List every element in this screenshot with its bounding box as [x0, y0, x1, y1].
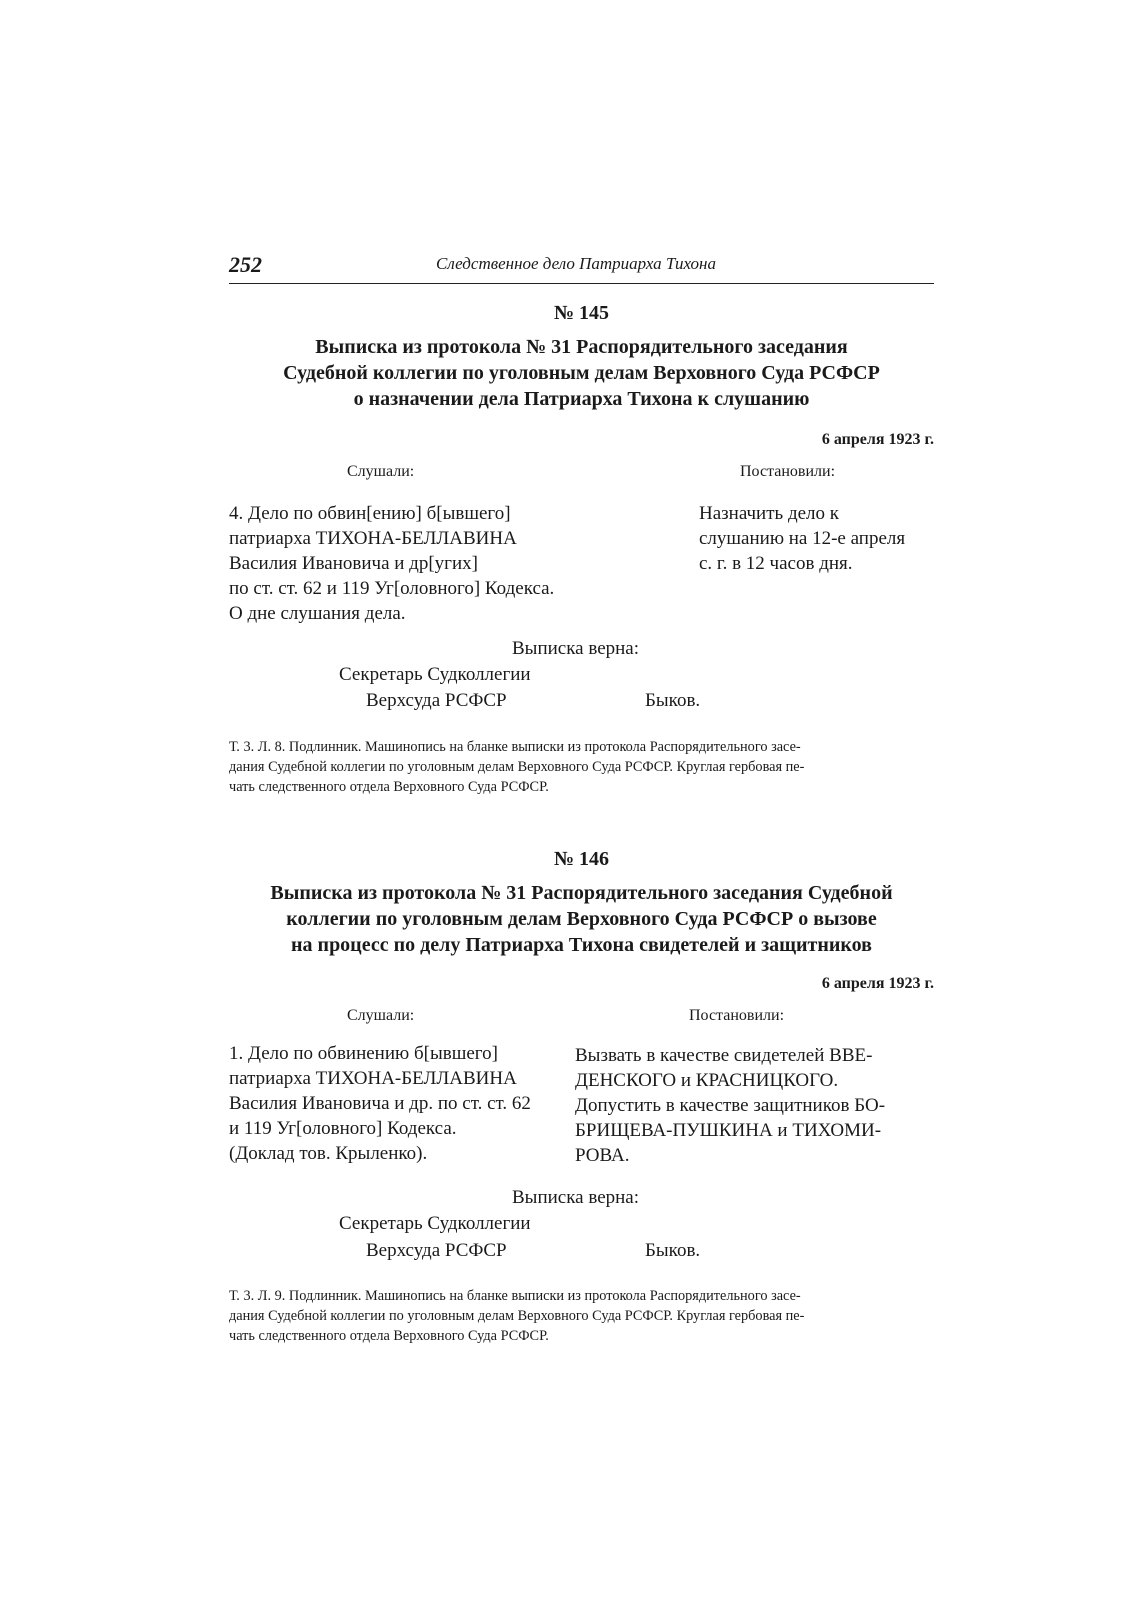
- doc-146-certified: Выписка верна:: [512, 1187, 640, 1208]
- doc-145-heard-label: Слушали:: [347, 463, 415, 480]
- doc-145-resolved-label: Постановили:: [740, 463, 836, 480]
- doc-146-secretary-title: Секретарь Судколлегии: [339, 1213, 531, 1234]
- doc-146-note-line: Т. 3. Л. 9. Подлинник. Машинопись на бланке выписки из протокола Распорядительного засе-: [229, 1288, 801, 1304]
- doc-145-heard-line: по ст. ст. 62 и 119 Уг[оловного] Кодекса.: [229, 578, 555, 599]
- doc-145-title-line: Судебной коллегии по уголовным делам Верховного Суда РСФСР: [283, 362, 880, 384]
- doc-146-signature: Быков.: [645, 1240, 701, 1261]
- doc-146-heard-label: Слушали:: [347, 1007, 415, 1024]
- doc-146-heard-line: и 119 Уг[оловного] Кодекса.: [229, 1118, 457, 1139]
- running-title: Следственное дело Патриарха Тихона: [436, 254, 716, 273]
- doc-145-resolved-line: Назначить дело к: [699, 503, 840, 524]
- page-number: 252: [229, 252, 262, 277]
- doc-145-heard-line: О дне слушания дела.: [229, 603, 406, 624]
- doc-146-title: [229, 880, 934, 958]
- doc-145-heard-line: патриарха ТИХОНА-БЕЛЛАВИНА: [229, 528, 517, 549]
- doc-145-heard-line: 4. Дело по обвин[ению] б[ывшего]: [229, 503, 511, 524]
- doc-146-note-line: чать следственного отдела Верховного Суда РСФСР.: [229, 1328, 549, 1344]
- doc-146-resolved-line: РОВА.: [575, 1145, 630, 1166]
- doc-145-signature: Быков.: [645, 690, 701, 711]
- doc-146-heard-line: (Доклад тов. Крыленко).: [229, 1143, 428, 1164]
- doc-145-secretary-court: Верхсуда РСФСР: [366, 690, 507, 711]
- doc-145-resolved-line: слушанию на 12-е апреля: [699, 528, 906, 549]
- doc-146-number: № 146: [553, 848, 610, 870]
- doc-145-secretary-title: Секретарь Судколлегии: [339, 664, 531, 685]
- doc-146-resolved-line: Допустить в качестве защитников БО-: [575, 1095, 886, 1116]
- doc-145-note-line: чать следственного отдела Верховного Суда РСФСР.: [229, 779, 549, 795]
- doc-146-heard-text: [229, 1041, 531, 1166]
- doc-145-date: 6 апреля 1923 г.: [821, 431, 934, 448]
- doc-146-resolved-line: БРИЩЕВА-ПУШКИНА и ТИХОМИ-: [575, 1120, 882, 1141]
- doc-145-note-line: дания Судебной коллегии по уголовным делам Верховного Суда РСФСР. Круглая гербовая пе-: [229, 759, 805, 775]
- doc-146-resolved-label: Постановили:: [689, 1007, 785, 1024]
- doc-146-resolved-text: [575, 1043, 885, 1168]
- doc-146-resolved-line: ДЕНСКОГО и КРАСНИЦКОГО.: [575, 1070, 839, 1091]
- doc-145-heard-line: Василия Ивановича и др[угих]: [229, 553, 478, 574]
- header-rule: [229, 283, 934, 284]
- doc-146-title-line: коллегии по уголовным делам Верховного Суда РСФСР о вызове: [286, 908, 877, 930]
- doc-146-date: 6 апреля 1923 г.: [821, 975, 934, 992]
- doc-146-heard-line: патриарха ТИХОНА-БЕЛЛАВИНА: [229, 1068, 517, 1089]
- doc-145-title-line: о назначении дела Патриарха Тихона к слушанию: [353, 388, 810, 410]
- doc-146-title-line: на процесс по делу Патриарха Тихона свидетелей и защитников: [291, 934, 872, 956]
- doc-145-resolved-text: [699, 501, 905, 576]
- doc-146-note-line: дания Судебной коллегии по уголовным делам Верховного Суда РСФСР. Круглая гербовая пе-: [229, 1308, 805, 1324]
- doc-145-heard-text: [229, 501, 554, 626]
- doc-146-archival-note: [229, 1286, 934, 1346]
- doc-145-archival-note: [229, 737, 934, 797]
- doc-146-secretary-court: Верхсуда РСФСР: [366, 1240, 507, 1261]
- doc-146-heard-line: Василия Ивановича и др. по ст. ст. 62: [229, 1093, 531, 1114]
- doc-145-title-line: Выписка из протокола № 31 Распорядительного заседания: [315, 336, 848, 358]
- doc-146-title-line: Выписка из протокола № 31 Распорядительного заседания Судебной: [270, 882, 893, 904]
- doc-145-note-line: Т. 3. Л. 8. Подлинник. Машинопись на бланке выписки из протокола Распорядительного засе-: [229, 739, 801, 755]
- doc-145-title: [229, 334, 934, 412]
- doc-146-heard-line: 1. Дело по обвинению б[ывшего]: [229, 1043, 498, 1064]
- doc-145-resolved-line: с. г. в 12 часов дня.: [699, 553, 853, 574]
- doc-145-certified: Выписка верна:: [512, 638, 640, 659]
- doc-145-number: № 145: [553, 302, 610, 324]
- doc-146-resolved-line: Вызвать в качестве свидетелей ВВЕ-: [575, 1045, 873, 1066]
